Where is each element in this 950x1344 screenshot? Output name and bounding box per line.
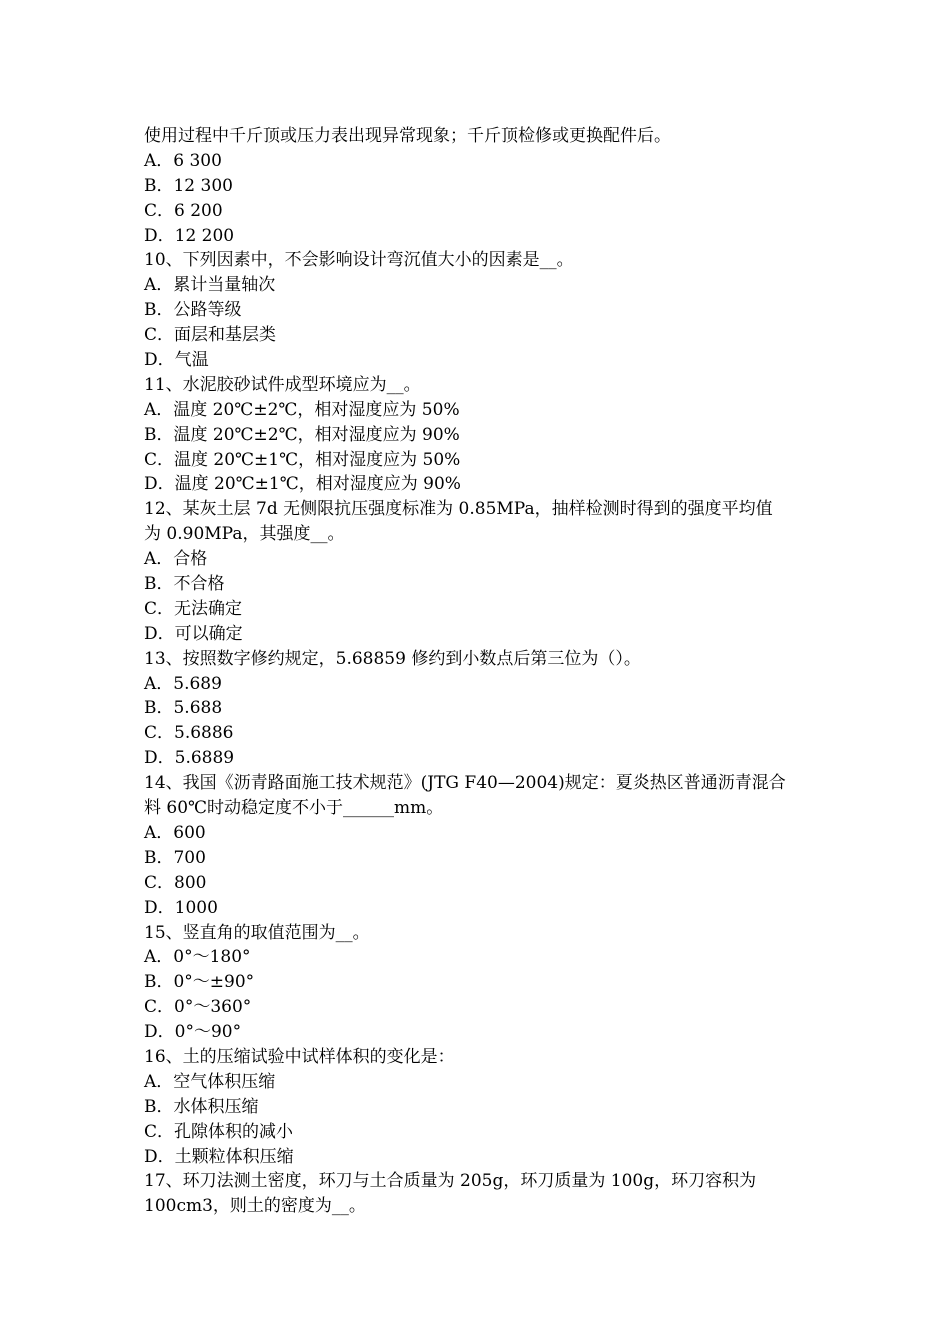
question-16-option-a: A．空气体积压缩	[144, 1071, 276, 1092]
question-14-option-b: B．700	[144, 847, 206, 868]
question-14-option-a: A．600	[144, 822, 206, 843]
question-13-stem: 13、按照数字修约规定，5.68859 修约到小数点后第三位为（）。	[144, 648, 641, 669]
question-17-stem-line-1: 17、环刀法测土密度，环刀与土合质量为 205g，环刀质量为 100g，环刀容积为	[144, 1171, 757, 1192]
question-12-option-d: D．可以确定	[144, 623, 243, 644]
intro-line: 使用过程中千斤顶或压力表出现异常现象；千斤顶检修或更换配件后。	[144, 126, 671, 146]
intro-option-d: D．12 200	[144, 225, 235, 246]
question-12-option-c: C．无法确定	[144, 598, 243, 619]
question-15-option-b: B．0°～±90°	[144, 972, 255, 993]
intro-option-a: A．6 300	[144, 150, 222, 171]
question-16-option-d: D．土颗粒体积压缩	[144, 1146, 294, 1167]
question-16-stem: 16、土的压缩试验中试样体积的变化是：	[144, 1046, 455, 1067]
question-10-option-d: D．气温	[144, 350, 209, 371]
question-13-option-b: B．5.688	[144, 698, 223, 719]
question-14-option-c: C．800	[144, 872, 207, 893]
question-11-option-b: B．温度 20℃±2℃，相对湿度应为 90%	[144, 424, 460, 445]
intro-option-c: C．6 200	[144, 200, 223, 221]
question-11-stem: 11、水泥胶砂试件成型环境应为__。	[144, 374, 421, 395]
question-12-option-a: A．合格	[144, 549, 208, 570]
question-15-option-d: D．0°～90°	[144, 1022, 242, 1043]
question-13-option-c: C．5.6886	[144, 723, 234, 744]
question-16-option-b: B．水体积压缩	[144, 1096, 259, 1117]
question-13-option-d: D．5.6889	[144, 748, 235, 769]
question-11-option-c: C．温度 20℃±1℃，相对湿度应为 50%	[144, 449, 461, 470]
question-10-option-a: A．累计当量轴次	[144, 275, 276, 296]
question-10-option-b: B．公路等级	[144, 300, 242, 321]
question-15-stem: 15、竖直角的取值范围为__。	[144, 922, 370, 943]
question-14-stem-line-2: 料 60℃时动稳定度不小于______mm。	[144, 798, 444, 819]
question-12-stem-line-1: 12、某灰土层 7d 无侧限抗压强度标准为 0.85MPa，抽样检测时得到的强度平均值	[144, 499, 773, 520]
question-17-stem-line-2: 100cm3，则土的密度为__。	[144, 1196, 366, 1217]
question-12-stem-line-2: 为 0.90MPa，其强度__。	[144, 524, 345, 545]
question-15-option-a: A．0°～180°	[144, 947, 251, 968]
question-11-option-a: A．温度 20℃±2℃，相对湿度应为 50%	[144, 399, 460, 420]
question-13-option-a: A．5.689	[144, 673, 222, 694]
question-12-option-b: B．不合格	[144, 574, 225, 595]
question-11-option-d: D．温度 20℃±1℃，相对湿度应为 90%	[144, 474, 461, 495]
question-16-option-c: C．孔隙体积的减小	[144, 1121, 294, 1142]
intro-option-b: B．12 300	[144, 175, 233, 196]
question-10-option-c: C．面层和基层类	[144, 325, 277, 346]
question-10-stem: 10、下列因素中，不会影响设计弯沉值大小的因素是__。	[144, 250, 574, 271]
question-list	[144, 124, 810, 1219]
question-14-stem-line-1: 14、我国《沥青路面施工技术规范》(JTG F40—2004)规定：夏炎热区普通沥青混合	[144, 773, 786, 794]
question-14-option-d: D．1000	[144, 897, 218, 918]
question-15-option-c: C．0°～360°	[144, 997, 252, 1018]
